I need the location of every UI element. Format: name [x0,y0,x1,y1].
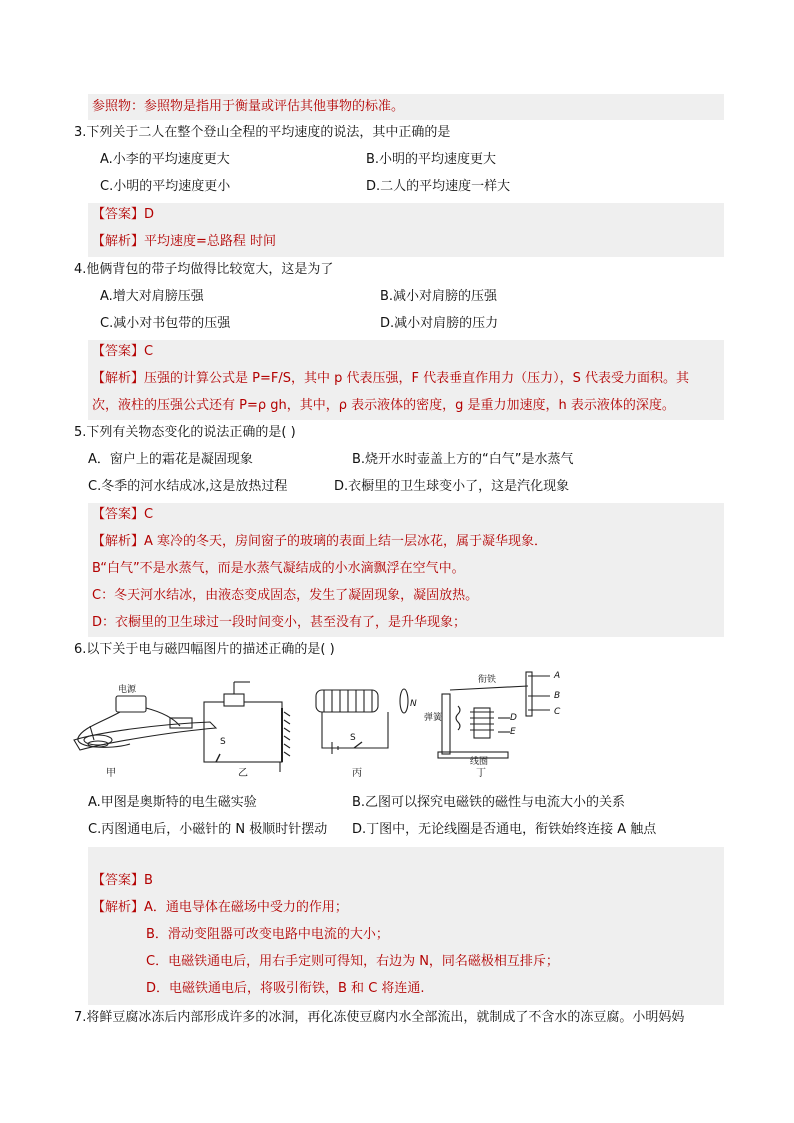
q3-analysis-tag: 【解析】 [92,234,145,249]
q5-stem: 5.下列有关物态变化的说法正确的是( ) [74,425,296,440]
q6-option-b: B.乙图可以探究电磁铁的磁性与电流大小的关系 [352,795,626,810]
fig-label-c: C [554,707,561,717]
fig-caption-yi: 乙 [238,768,248,779]
q6-analysis-line-2: B．滑动变阻器可改变电路中电流的大小； [146,927,389,942]
q4-answer [92,342,153,362]
q5-analysis-line-3: C：冬天河水结冰，由液态变成固态，发生了凝固现象，凝固放热。 [92,588,479,603]
q3-analysis [92,232,276,252]
fig-label-b: B [554,691,561,701]
q5-option-a: A．窗户上的霜花是凝固现象 [88,452,253,467]
q3-option-c: C.小明的平均速度更小 [100,179,231,194]
q5-answer [92,505,153,525]
q6-analysis-line-1 [92,898,348,918]
intro-ref-note: 参照物：参照物是指用于衡量或评估其他事物的标准。 [92,99,405,114]
q5-analysis-line-2: B“白气”不是水蒸气，而是水蒸气凝结成的小水滴飘浮在空气中。 [92,561,465,576]
q3-answer-value: D [144,207,155,222]
fig-label-s1: S [220,737,226,747]
q5-analysis-line-1 [92,532,547,552]
q3-analysis-text: 平均速度=总路程 时间 [144,234,277,249]
q4-option-b: B.减小对肩膀的压强 [380,289,498,304]
q5-analysis-text-1: A 寒冷的冬天，房间窗子的玻璃的表面上结一层冰花，属于凝华现象． [144,534,548,549]
fig-caption-jia: 甲 [106,768,116,779]
q6-figure [70,668,720,780]
q4-option-a: A.增大对肩膀压强 [100,289,204,304]
q6-stem: 6.以下关于电与磁四幅图片的描述正确的是( ) [74,642,335,657]
q5-option-c: C.冬季的河水结成冰,这是放热过程 [88,479,288,494]
q5-answer-value: C [144,507,154,522]
fig-jia-power-box [116,696,146,712]
q6-analysis-text-1: A．通电导体在磁场中受力的作用； [144,900,348,915]
fig-caption-ding: 丁 [476,768,486,779]
q7-stem: 7.将鲜豆腐冰冻后内部形成许多的冰洞，再化冻使豆腐内水全部流出，就制成了不含水的冻豆腐。小明妈妈 [74,1010,685,1025]
fig-yi-circuit [204,702,282,762]
q4-analysis-line-2: 次，液柱的压强公式还有 P=ρ gh，其中，ρ 表示液体的密度，g 是重力加速度，h 表示液体的深度。 [92,398,675,413]
fig-label-power: 电源 [118,685,137,695]
fig-label-d: D [510,713,517,723]
q4-analysis-tag: 【解析】 [92,371,145,386]
q4-analysis-text-1: 压强的计算公式是 P=F/S，其中 p 代表压强，F 代表垂直作用力（压力），S 代表受力面积。其 [144,371,690,386]
q3-option-a: A.小李的平均速度更大 [100,152,230,167]
q3-option-b: B.小明的平均速度更大 [366,152,497,167]
q5-analysis-tag: 【解析】 [92,534,145,549]
q6-option-c: C.丙图通电后，小磁针的 N 极顺时针摆动 [88,822,328,837]
fig-label-n: N [410,699,417,709]
q4-analysis-line-1 [92,369,689,389]
q6-answer-tag: 【答案】 [92,873,145,888]
fig-bing-solenoid [316,690,378,712]
q6-option-d: D.丁图中，无论线圈是否通电，衔铁始终连接 A 触点 [352,822,657,837]
q3-stem: 3.下列关于二人在整个登山全程的平均速度的说法，其中正确的是 [74,125,451,140]
q4-option-d: D.减小对肩膀的压力 [380,316,499,331]
q4-option-c: C.减小对书包带的压强 [100,316,231,331]
q3-answer [92,205,154,225]
q5-answer-tag: 【答案】 [92,507,145,522]
q3-answer-tag: 【答案】 [92,207,145,222]
q6-answer [92,871,153,891]
q6-analysis-line-3: C．电磁铁通电后，用右手定则可得知，右边为 N，同名磁极相互排斥； [146,954,559,969]
q6-answer-value: B [144,873,153,888]
fig-label-s2: S [350,733,356,743]
q3-option-d: D.二人的平均速度一样大 [366,179,511,194]
q5-analysis-line-4: D：衣橱里的卫生球过一段时间变小，甚至没有了，是升华现象； [92,615,467,630]
fig-caption-bing: 丙 [352,768,362,779]
q6-analysis-tag: 【解析】 [92,900,145,915]
fig-label-e: E [510,727,516,737]
fig-label-a: A [554,671,561,681]
q4-answer-tag: 【答案】 [92,344,145,359]
fig-label-armature: 衔铁 [478,675,497,685]
fig-label-spring: 弹簧 [424,713,443,723]
q6-analysis-line-4: D．电磁铁通电后，将吸引衔铁，B 和 C 将连通. [146,981,425,996]
q6-option-a: A.甲图是奥斯特的电生磁实验 [88,795,257,810]
fig-label-coil: 线圈 [470,757,489,767]
q4-answer-value: C [144,344,154,359]
q5-option-d: D.衣橱里的卫生球变小了，这是汽化现象 [334,479,570,494]
q4-stem: 4.他俩背包的带子均做得比较宽大，这是为了 [74,262,334,277]
q5-option-b: B.烧开水时壶盖上方的“白气”是水蒸气 [352,452,574,467]
fig-ding-relay [442,694,450,754]
